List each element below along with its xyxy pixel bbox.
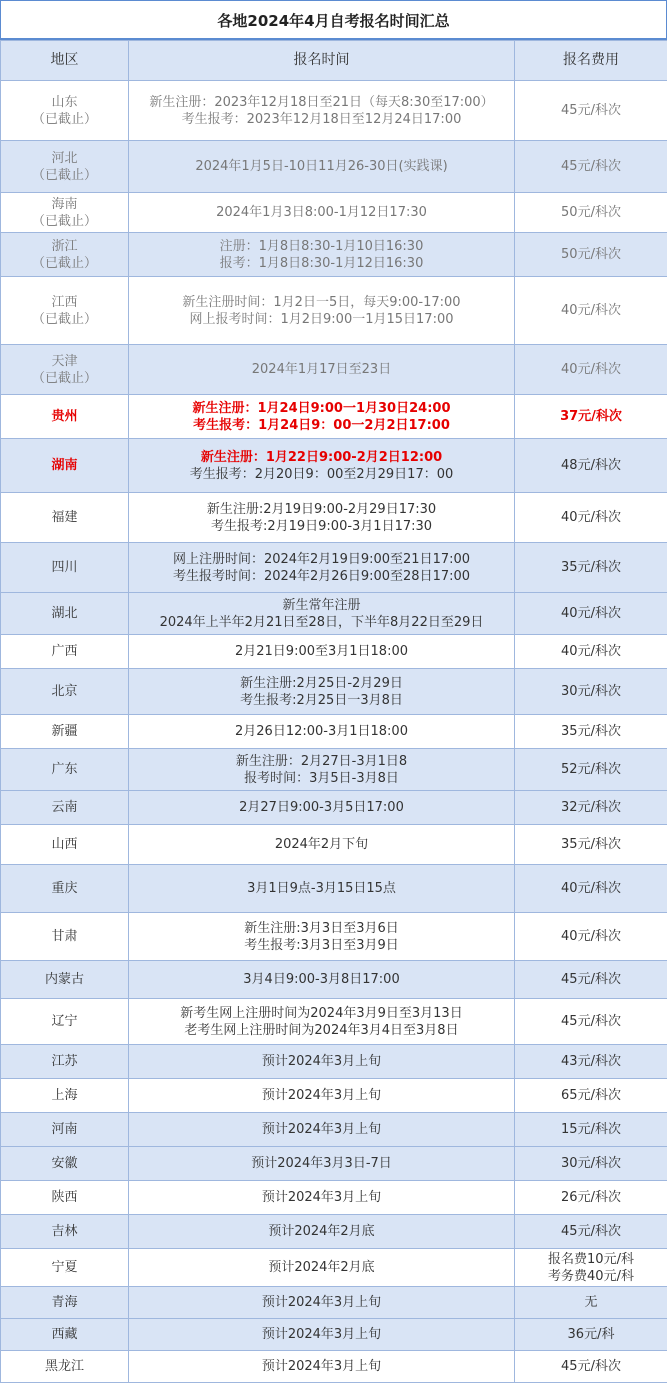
region-cell: 云南 (1, 791, 129, 825)
time-cell: 预计2024年2月底 (129, 1249, 515, 1287)
text-line: 报名费10元/科 (548, 1251, 634, 1267)
region-cell: 新疆 (1, 715, 129, 749)
fee-cell: 35元/科次 (515, 715, 667, 749)
text-line: （已截止） (31, 213, 97, 229)
text-line: 考生报考：2023年12月18日至12月24日17:00 (181, 111, 462, 127)
text-line: 江西 (51, 294, 78, 310)
region-cell: 西藏 (1, 1319, 129, 1351)
region-cell: 贵州 (1, 395, 129, 439)
text-line: 考生报考:3月3日至3月9日 (244, 937, 399, 953)
time-cell: 预计2024年3月上旬 (129, 1045, 515, 1079)
time-cell (129, 543, 515, 593)
text-line: 新生注册：2月27日-3月1日8 (235, 753, 408, 769)
fee-cell: 30元/科次 (515, 669, 667, 715)
time-cell: 2024年2月下旬 (129, 825, 515, 865)
fee-cell (515, 1249, 667, 1287)
table-row (1, 913, 667, 961)
time-cell (129, 749, 515, 791)
time-cell: 2月26日12:00-3月1日18:00 (129, 715, 515, 749)
text-line: 考生报考时间：2024年2月26日9:00至28日17:00 (172, 568, 471, 584)
fee-cell: 40元/科次 (515, 493, 667, 543)
table-row (1, 1147, 667, 1181)
table-row (1, 999, 667, 1045)
time-cell: 2024年1月17日至23日 (129, 345, 515, 395)
table-row (1, 1215, 667, 1249)
table-row (1, 141, 667, 193)
text-line: 山东 (51, 94, 78, 110)
table-row (1, 593, 667, 635)
text-line: 新生注册:2月25日-2月29日 (240, 675, 403, 691)
time-cell (129, 277, 515, 345)
table-row (1, 1319, 667, 1351)
region-cell: 江苏 (1, 1045, 129, 1079)
text-line: 2024年上半年2月21日至28日，下半年8月22日至29日 (159, 614, 484, 630)
time-cell (129, 999, 515, 1045)
text-line: 浙江 (51, 238, 78, 254)
region-cell: 湖南 (1, 439, 129, 493)
time-cell (129, 81, 515, 141)
time-cell: 预计2024年3月上旬 (129, 1181, 515, 1215)
table-row (1, 791, 667, 825)
region-cell: 四川 (1, 543, 129, 593)
table-row (1, 1045, 667, 1079)
fee-cell: 15元/科次 (515, 1113, 667, 1147)
text-line: 新生注册:3月3日至3月6日 (244, 920, 399, 936)
region-cell: 河南 (1, 1113, 129, 1147)
text-line: 新生注册：1月24日9:00一1月30日24:00 (192, 400, 451, 416)
time-cell: 预计2024年3月上旬 (129, 1287, 515, 1319)
text-line: 网上报考时间：1月2日9:00一1月15日17:00 (189, 311, 454, 327)
text-line: 报考：1月8日8:30-1月12日16:30 (219, 255, 424, 271)
region-cell (1, 141, 129, 193)
region-cell: 广东 (1, 749, 129, 791)
time-cell: 3月1日9点-3月15日15点 (129, 865, 515, 913)
text-line: 考生报考:2月19日9:00-3月1日17:30 (210, 518, 433, 534)
table-row (1, 493, 667, 543)
fee-cell: 45元/科次 (515, 81, 667, 141)
fee-cell: 45元/科次 (515, 961, 667, 999)
text-line: 新生注册:2月19日9:00-2月29日17:30 (206, 501, 437, 517)
region-cell: 北京 (1, 669, 129, 715)
table-row (1, 1181, 667, 1215)
text-line: （已截止） (31, 370, 97, 386)
text-line: 报考时间：3月5日-3月8日 (244, 770, 399, 786)
fee-cell: 35元/科次 (515, 543, 667, 593)
region-cell: 上海 (1, 1079, 129, 1113)
table-row (1, 961, 667, 999)
time-cell: 预计2024年2月底 (129, 1215, 515, 1249)
table-row (1, 715, 667, 749)
table-row (1, 1079, 667, 1113)
region-cell: 宁夏 (1, 1249, 129, 1287)
region-cell: 内蒙古 (1, 961, 129, 999)
text-line: （已截止） (31, 167, 97, 183)
table-row (1, 345, 667, 395)
fee-cell: 40元/科次 (515, 865, 667, 913)
text-line: 新生注册：2023年12月18日至21日（每天8:30至17:00） (149, 94, 494, 110)
region-cell: 山西 (1, 825, 129, 865)
table-row (1, 635, 667, 669)
text-line: （已截止） (31, 255, 97, 271)
time-cell: 预计2024年3月3日-7日 (129, 1147, 515, 1181)
time-cell: 2月27日9:00-3月5日17:00 (129, 791, 515, 825)
table-row (1, 193, 667, 233)
region-cell: 甘肃 (1, 913, 129, 961)
time-cell (129, 439, 515, 493)
schedule-table (0, 40, 667, 1383)
region-cell: 辽宁 (1, 999, 129, 1045)
time-cell: 3月4日9:00-3月8日17:00 (129, 961, 515, 999)
fee-cell: 37元/科次 (515, 395, 667, 439)
header-time: 报名时间 (129, 41, 515, 81)
text-line: 新考生网上注册时间为2024年3月9日至3月13日 (180, 1005, 463, 1021)
time-cell (129, 913, 515, 961)
region-cell (1, 233, 129, 277)
text-line: （已截止） (31, 111, 97, 127)
fee-cell: 45元/科次 (515, 999, 667, 1045)
fee-cell: 48元/科次 (515, 439, 667, 493)
fee-cell: 40元/科次 (515, 345, 667, 395)
text-line: 新生常年注册 (282, 597, 361, 613)
fee-cell: 35元/科次 (515, 825, 667, 865)
header-row (1, 41, 667, 81)
fee-cell: 40元/科次 (515, 277, 667, 345)
text-line: 考生报考:2月25日一3月8日 (240, 692, 403, 708)
text-line: 河北 (51, 150, 78, 166)
fee-cell: 30元/科次 (515, 1147, 667, 1181)
region-cell: 重庆 (1, 865, 129, 913)
header-fee: 报名费用 (515, 41, 667, 81)
table-row (1, 749, 667, 791)
fee-cell: 43元/科次 (515, 1045, 667, 1079)
table-row (1, 81, 667, 141)
table-row (1, 669, 667, 715)
region-cell (1, 193, 129, 233)
text-line: （已截止） (31, 311, 97, 327)
table-row (1, 395, 667, 439)
table-row (1, 1249, 667, 1287)
region-cell: 安徽 (1, 1147, 129, 1181)
text-line: 新生注册时间：1月2日一5日，每天9:00-17:00 (182, 294, 461, 310)
fee-cell: 65元/科次 (515, 1079, 667, 1113)
time-cell (129, 233, 515, 277)
fee-cell: 45元/科次 (515, 1215, 667, 1249)
text-line: 海南 (51, 196, 78, 212)
text-line: 考生报考：1月24日9：00一2月2日17:00 (193, 417, 450, 433)
table-row (1, 1113, 667, 1147)
region-cell (1, 345, 129, 395)
region-cell: 吉林 (1, 1215, 129, 1249)
region-cell: 青海 (1, 1287, 129, 1319)
time-cell: 2024年1月3日8:00-1月12日17:30 (129, 193, 515, 233)
table-row (1, 277, 667, 345)
fee-cell: 无 (515, 1287, 667, 1319)
time-cell (129, 493, 515, 543)
fee-cell: 26元/科次 (515, 1181, 667, 1215)
text-line: 考务费40元/科 (548, 1268, 634, 1284)
region-cell: 陕西 (1, 1181, 129, 1215)
time-cell: 预计2024年3月上旬 (129, 1351, 515, 1383)
region-cell (1, 277, 129, 345)
text-line: 考生报考：2月20日9：00至2月29日17：00 (189, 466, 454, 482)
text-line: 新生注册：1月22日9:00-2月2日12:00 (200, 449, 443, 465)
fee-cell: 45元/科次 (515, 1351, 667, 1383)
region-cell: 广西 (1, 635, 129, 669)
table-title: 各地2024年4月自考报名时间汇总 (0, 0, 667, 40)
fee-cell: 40元/科次 (515, 913, 667, 961)
text-line: 天津 (51, 353, 78, 369)
header-region: 地区 (1, 41, 129, 81)
fee-cell: 32元/科次 (515, 791, 667, 825)
table-row (1, 825, 667, 865)
table-row (1, 1287, 667, 1319)
text-line: 网上注册时间：2024年2月19日9:00至21日17:00 (172, 551, 471, 567)
fee-cell: 40元/科次 (515, 593, 667, 635)
time-cell: 预计2024年3月上旬 (129, 1319, 515, 1351)
fee-cell: 45元/科次 (515, 141, 667, 193)
fee-cell: 52元/科次 (515, 749, 667, 791)
region-cell: 湖北 (1, 593, 129, 635)
region-cell: 福建 (1, 493, 129, 543)
time-cell: 2月21日9:00至3月1日18:00 (129, 635, 515, 669)
text-line: 注册：1月8日8:30-1月10日16:30 (219, 238, 424, 254)
region-cell: 黑龙江 (1, 1351, 129, 1383)
table-row (1, 233, 667, 277)
time-cell (129, 593, 515, 635)
table-row (1, 1351, 667, 1383)
text-line: 老考生网上注册时间为2024年3月4日至3月8日 (184, 1022, 459, 1038)
time-cell: 2024年1月5日-10日11月26-30日(实践课) (129, 141, 515, 193)
fee-cell: 40元/科次 (515, 635, 667, 669)
table-row (1, 543, 667, 593)
fee-cell: 50元/科次 (515, 193, 667, 233)
fee-cell: 50元/科次 (515, 233, 667, 277)
region-cell (1, 81, 129, 141)
fee-cell: 36元/科 (515, 1319, 667, 1351)
time-cell: 预计2024年3月上旬 (129, 1113, 515, 1147)
table-row (1, 439, 667, 493)
table-row (1, 865, 667, 913)
time-cell (129, 669, 515, 715)
time-cell: 预计2024年3月上旬 (129, 1079, 515, 1113)
time-cell (129, 395, 515, 439)
